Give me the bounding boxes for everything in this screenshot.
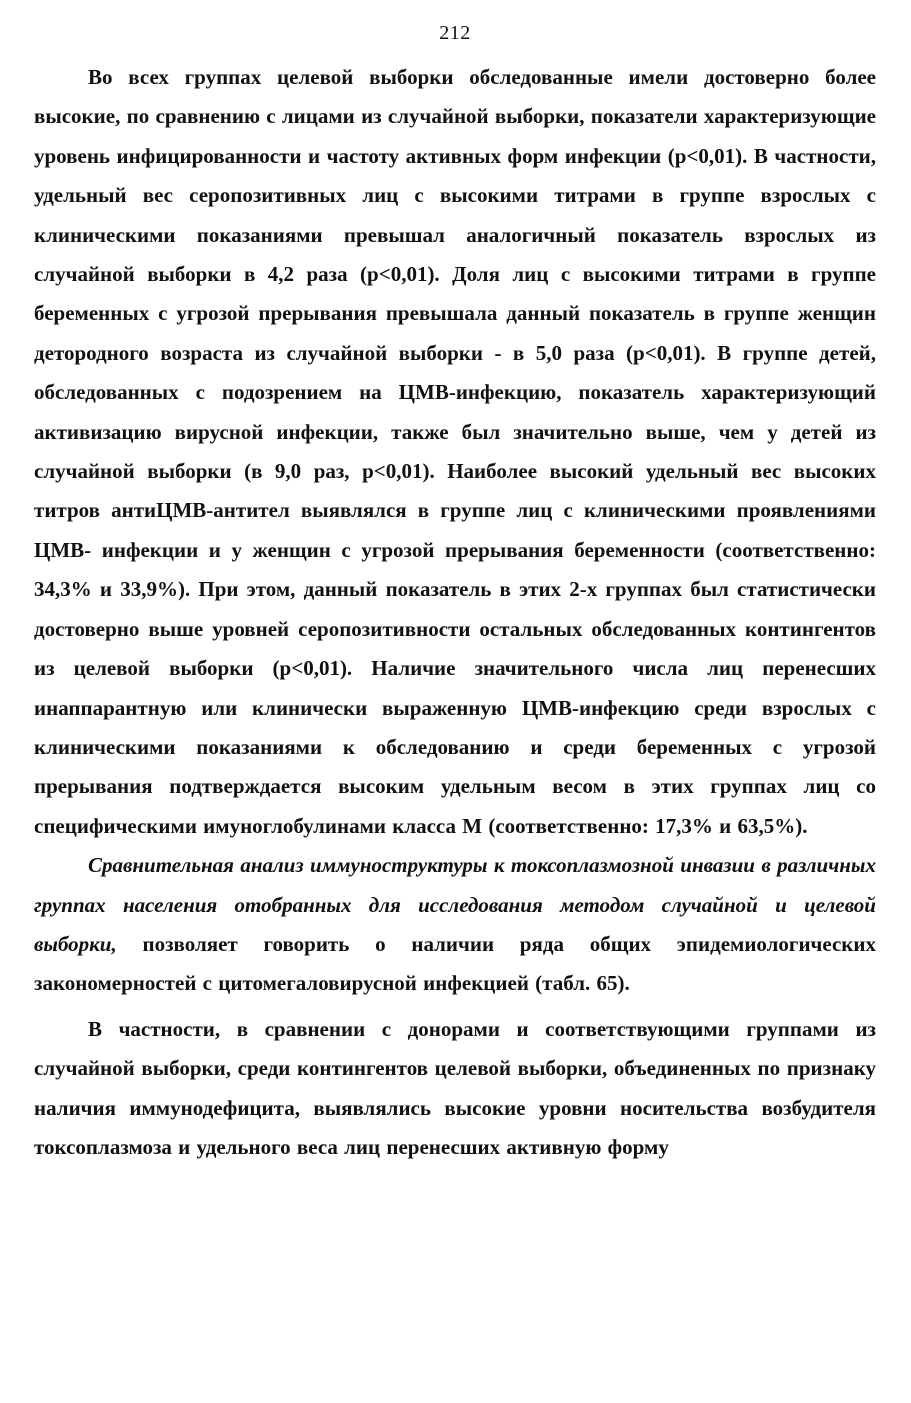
document-page	[34, 0, 876, 1403]
paragraph-target-sample-results: Во всех группах целевой выборки обследованные имели достоверно более высокие, по сравнению с лицами из случайной выборки, показатели характеризующие уровень инфицированности и частоту активных форм инфекции (р<0,01). В частности, удельный вес серопозитивных лиц с высокими титрами в группе взрослых с клиническими показаниями превышал аналогичный показатель взрослых из случайной выборки в 4,2 раза (р<0,01). Доля лиц с высокими титрами в группе беременных с угрозой прерывания превышала данный показатель в группе женщин детородного возраста из случайной выборки - в 5,0 раза (р<0,01). В группе детей, обследованных с подозрением на ЦМВ-инфекцию, показатель характеризующий активизацию вирусной инфекции, также был значительно выше, чем у детей из случайной выборки (в 9,0 раз, р<0,01). Наиболее высокий удельный вес высоких титров антиЦМВ-антител выявлялся в группе лиц с клиническими проявлениями ЦМВ- инфекции и у женщин с угрозой прерывания беременности (соответственно: 34,3% и 33,9%). При этом, данный показатель в этих 2-х группах был статистически достоверно выше уровней серопозитивности остальных обследованных контингентов из целевой выборки (р<0,01). Наличие значительного числа лиц перенесших инаппарантную или клинически выраженную ЦМВ-инфекцию среди взрослых с клиническими показаниями к обследованию и среди беременных с угрозой прерывания подтверждается высоким удельным весом в этих группах лиц со специфическими имуноглобулинами класса М (соответственно: 17,3% и 63,5%).	[34, 65, 876, 838]
italic-lead-phrase: Сравнительная анализ иммуноструктуры к токсоплазмозной инвазии в различных группах населения отобранных для исследования методом случайной и целевой выборки,	[34, 853, 876, 956]
paragraph-toxoplasmosis-comparison	[34, 846, 876, 1004]
paragraph-immunodeficiency-groups: В частности, в сравнении с донорами и соответствующими группами из случайной выборки, среди контингентов целевой выборки, объединенных по признаку наличия иммунодефицита, выявлялись высокие уровни носительства возбудителя токсоплазмоза и удельного веса лиц перенесших активную форму	[34, 1016, 876, 1159]
paragraph-continuation: позволяет говорить о наличии ряда общих эпидемиологических закономерностей с цитомегаловирусной инфекцией (табл. 65).	[34, 931, 876, 996]
body-text	[34, 58, 876, 1167]
page-number: 212	[439, 22, 471, 44]
